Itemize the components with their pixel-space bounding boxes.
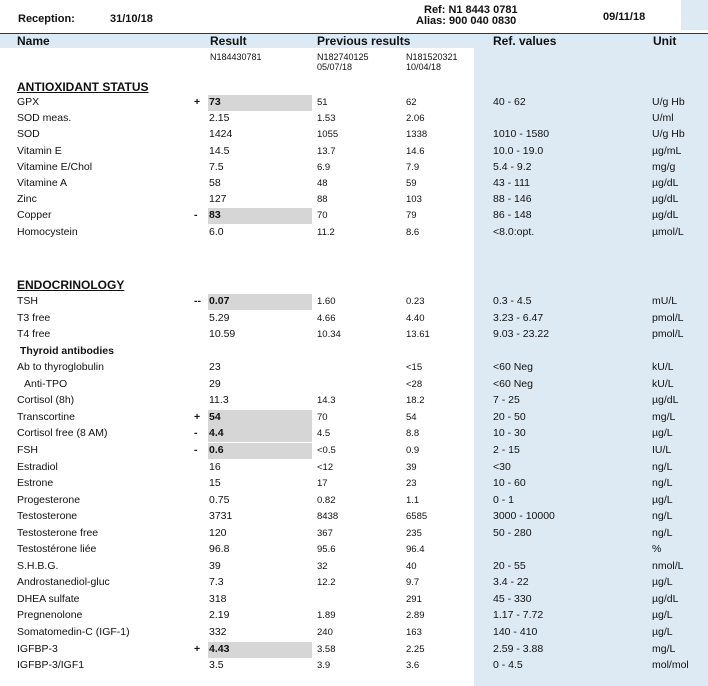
result-flag: +: [194, 96, 201, 108]
previous-result-2: 96.4: [406, 544, 425, 556]
col-header-result: Result: [210, 34, 247, 48]
previous-result-2: 2.06: [406, 113, 425, 125]
unit: U/ml: [652, 112, 674, 125]
table-row: [0, 192, 708, 208]
previous-result-1: 1.60: [317, 296, 336, 307]
table-row: [0, 225, 708, 241]
table-row: [0, 176, 708, 192]
unit: µg/L: [652, 576, 673, 589]
result-value: 1424: [209, 128, 233, 141]
unit: IU/L: [652, 443, 672, 456]
section-endocrinology: ENDOCRINOLOGY: [17, 278, 125, 292]
previous-result-1: <12: [317, 461, 334, 473]
result-value: 2.15: [209, 112, 230, 125]
reference-range: 0 - 1: [493, 493, 515, 506]
result-value: 15: [209, 477, 221, 490]
test-name: T3 free: [17, 311, 51, 324]
test-name: IGFBP-3/IGF1: [17, 659, 85, 672]
prev1-sample-id: N182740125: [317, 52, 369, 62]
previous-result-2: 54: [406, 411, 417, 423]
result-value: 23: [209, 361, 221, 374]
unit: mg/L: [652, 642, 676, 655]
unit: mol/mol: [652, 659, 689, 672]
previous-result-1: 240: [317, 627, 333, 638]
previous-result-1: 4.66: [317, 312, 336, 324]
unit: mg/g: [652, 160, 676, 173]
result-value: 3731: [209, 510, 233, 523]
table-row: [0, 559, 708, 575]
result-flag: +: [194, 410, 201, 423]
result-value: 2.19: [209, 609, 230, 622]
test-name: DHEA sulfate: [17, 592, 80, 605]
previous-result-2: 2.89: [406, 610, 425, 622]
reference-range: 43 - 111: [493, 177, 530, 189]
test-name: Thyroid antibodies: [20, 344, 114, 357]
previous-result-2: 163: [406, 627, 422, 638]
result-highlight: [208, 208, 312, 224]
reference-range: 9.03 - 23.22: [493, 328, 550, 341]
previous-result-2: 79: [406, 210, 417, 222]
previous-result-1: 367: [317, 527, 333, 539]
table-row: [0, 575, 708, 591]
previous-result-1: 1.89: [317, 610, 336, 622]
table-row: [0, 476, 708, 492]
test-name: Vitamine E/Chol: [17, 160, 93, 173]
table-row: [0, 542, 708, 558]
reference-range: 20 - 50: [493, 410, 526, 423]
unit: pmol/L: [652, 328, 684, 341]
previous-result-2: 0.23: [406, 296, 425, 307]
unit: kU/L: [652, 361, 674, 374]
reference-range: 40 - 62: [493, 96, 526, 108]
col-header-name: Name: [17, 34, 50, 48]
result-value: 54: [209, 410, 221, 423]
report-date: 09/11/18: [603, 11, 646, 23]
result-value: 83: [209, 209, 221, 222]
reference-range: 20 - 55: [493, 559, 526, 572]
table-row: [0, 526, 708, 542]
previous-result-1: 4.5: [317, 428, 331, 440]
table-row: [0, 311, 708, 327]
test-name: SOD meas.: [17, 112, 72, 125]
unit: U/g Hb: [652, 96, 685, 108]
result-highlight: [208, 95, 312, 111]
test-name: IGFBP-3: [17, 642, 58, 655]
table-row: [0, 592, 708, 608]
reference-range: <30: [493, 460, 511, 473]
result-value: 11.3: [209, 394, 229, 407]
unit: ng/L: [652, 526, 673, 539]
result-value: 73: [209, 96, 221, 108]
table-row: [0, 294, 708, 310]
previous-result-1: 95.6: [317, 544, 336, 556]
test-name: Vitamin E: [17, 144, 62, 157]
previous-result-2: 1338: [406, 129, 428, 141]
previous-result-2: 40: [406, 560, 417, 572]
unit: µg/dL: [652, 209, 679, 222]
previous-result-1: 70: [317, 210, 328, 222]
test-name: TSH: [17, 295, 38, 307]
result-flag: -: [194, 427, 198, 440]
test-name: Ab to thyroglobulin: [17, 361, 104, 374]
unit: kU/L: [652, 377, 674, 390]
test-name: Cortisol free (8 AM): [17, 427, 108, 440]
unit: ng/L: [652, 477, 673, 490]
test-name: Testostérone liée: [17, 543, 97, 556]
test-name: S.H.B.G.: [17, 559, 59, 572]
unit: µg/L: [652, 427, 673, 440]
table-row: [0, 393, 708, 409]
previous-result-2: 62: [406, 97, 417, 108]
reference-range: <8.0:opt.: [493, 225, 535, 238]
result-value: 332: [209, 626, 227, 638]
result-value: 16: [209, 460, 221, 473]
reception-label: Reception:: [18, 13, 75, 25]
table-row: [0, 327, 708, 343]
previous-result-1: 14.3: [317, 395, 336, 407]
reference-range: <60 Neg: [493, 361, 533, 374]
result-flag: +: [194, 642, 201, 655]
table-row: [0, 111, 708, 127]
table-row: [0, 509, 708, 525]
table-row: [0, 608, 708, 624]
table-row: [0, 460, 708, 476]
unit: mg/L: [652, 410, 676, 423]
result-flag: -: [194, 209, 198, 222]
reference-range: 88 - 146: [493, 193, 532, 206]
col-header-previous: Previous results: [317, 34, 411, 48]
reference-range: 7 - 25: [493, 394, 520, 407]
previous-result-1: 17: [317, 478, 328, 490]
unit: ng/L: [652, 460, 673, 473]
table-row: [0, 208, 708, 224]
previous-result-1: 11.2: [317, 226, 335, 238]
result-value: 7.5: [209, 160, 224, 173]
test-name: GPX: [17, 96, 40, 108]
previous-result-2: 4.40: [406, 312, 425, 324]
unit: %: [652, 543, 662, 556]
previous-result-1: 88: [317, 194, 328, 206]
reference-range: 1010 - 1580: [493, 128, 550, 141]
reference-range: 0 - 4.5: [493, 659, 523, 672]
col-header-unit: Unit: [653, 34, 677, 48]
previous-result-1: 6.9: [317, 161, 331, 173]
result-sample-id: N184430781: [210, 52, 262, 62]
result-value: 96.8: [209, 543, 230, 556]
result-value: 6.0: [209, 225, 224, 238]
prev2-date: 10/04/18: [406, 62, 442, 72]
reference-range: 50 - 280: [493, 526, 532, 539]
result-value: 318: [209, 592, 227, 605]
reference-range: 10 - 60: [493, 477, 526, 490]
unit: µmol/L: [652, 225, 684, 238]
table-row: [0, 160, 708, 176]
previous-result-2: <28: [406, 378, 423, 390]
table-row: [0, 443, 708, 459]
reference-range: 3.23 - 6.47: [493, 311, 544, 324]
result-value: 0.75: [209, 493, 230, 506]
previous-result-1: 0.82: [317, 494, 336, 506]
table-row: [0, 658, 708, 674]
previous-result-2: 23: [406, 478, 417, 490]
reference-range: 1.17 - 7.72: [493, 609, 544, 622]
previous-result-1: 8438: [317, 511, 339, 523]
prev2-sample-id: N181520321: [406, 52, 458, 62]
result-value: 3.5: [209, 659, 224, 672]
table-row: [0, 493, 708, 509]
previous-result-1: 3.58: [317, 643, 336, 655]
result-flag: --: [194, 295, 201, 307]
unit: µg/dL: [652, 592, 679, 605]
reference-range: 10.0 - 19.0: [493, 144, 544, 157]
previous-result-2: 39: [406, 461, 417, 473]
unit: µg/L: [652, 493, 673, 506]
test-name: Testosterone: [17, 510, 78, 523]
result-highlight: [208, 410, 312, 426]
ref-number: Ref: N1 8443 0781: [424, 4, 518, 16]
previous-result-2: 291: [406, 593, 422, 605]
unit: ng/L: [652, 510, 673, 523]
unit: U/g Hb: [652, 128, 685, 141]
result-value: 29: [209, 377, 221, 390]
reference-range: 3.4 - 22: [493, 576, 529, 589]
reception-date: 31/10/18: [110, 13, 153, 25]
result-value: 4.43: [209, 642, 230, 655]
unit: pmol/L: [652, 311, 684, 324]
prev1-date: 05/07/18: [317, 62, 353, 72]
reference-range: 3000 - 10000: [493, 510, 555, 523]
table-row: [0, 360, 708, 376]
result-flag: -: [194, 443, 198, 456]
test-name: FSH: [17, 443, 38, 456]
result-value: 7.3: [209, 576, 224, 589]
section-antioxidant: ANTIOXIDANT STATUS: [17, 80, 149, 94]
reference-range: 86 - 148: [493, 209, 532, 222]
previous-result-2: 8.6: [406, 226, 420, 238]
result-value: 127: [209, 193, 227, 206]
previous-result-1: 48: [317, 178, 328, 189]
unit: µg/dL: [652, 193, 679, 206]
test-name: SOD: [17, 128, 40, 141]
previous-result-1: <0.5: [317, 444, 336, 456]
test-name: Androstanediol-gluc: [17, 576, 110, 589]
result-value: 0.6: [209, 443, 224, 456]
table-row: [0, 642, 708, 658]
reference-range: 2 - 15: [493, 443, 520, 456]
reference-range: 45 - 330: [493, 592, 532, 605]
previous-result-2: 59: [406, 178, 417, 189]
result-value: 14.5: [209, 144, 230, 157]
result-value: 120: [209, 526, 227, 539]
unit: µg/dL: [652, 177, 679, 189]
unit: µg/dL: [652, 394, 679, 407]
previous-result-2: 1.1: [406, 494, 420, 506]
test-name: Somatomedin-C (IGF-1): [17, 626, 130, 638]
test-name: Estradiol: [17, 460, 58, 473]
test-name: Progesterone: [17, 493, 81, 506]
previous-result-1: 1.53: [317, 113, 336, 125]
previous-result-1: 10.34: [317, 329, 341, 341]
table-row: [0, 127, 708, 143]
test-name: Testosterone free: [17, 526, 99, 539]
result-value: 39: [209, 559, 221, 572]
previous-result-2: 14.6: [406, 145, 425, 157]
unit: mU/L: [652, 295, 678, 307]
table-row: [0, 410, 708, 426]
previous-result-1: 1055: [317, 129, 339, 141]
table-row: [0, 344, 708, 360]
unit: µg/L: [652, 609, 673, 622]
reference-range: <60 Neg: [493, 377, 533, 390]
test-name: Vitamine A: [17, 177, 68, 189]
result-value: 4.4: [209, 427, 224, 440]
previous-result-2: 13.61: [406, 329, 430, 341]
table-row: [0, 95, 708, 111]
reference-range: 0.3 - 4.5: [493, 295, 532, 307]
previous-result-1: 70: [317, 411, 328, 423]
test-name: Anti-TPO: [24, 377, 68, 390]
previous-result-2: 2.25: [406, 643, 425, 655]
table-row: [0, 426, 708, 442]
test-name: Zinc: [17, 193, 37, 206]
result-value: 58: [209, 177, 221, 189]
previous-result-2: 9.7: [406, 577, 420, 589]
reference-range: 140 - 410: [493, 626, 538, 638]
previous-result-2: 7.9: [406, 161, 420, 173]
test-name: Cortisol (8h): [17, 394, 75, 407]
alias-number: Alias: 900 040 0830: [416, 15, 517, 27]
reference-range: 10 - 30: [493, 427, 526, 440]
previous-result-2: <15: [406, 362, 423, 374]
previous-result-2: 18.2: [406, 395, 425, 407]
previous-result-2: 103: [406, 194, 422, 206]
previous-result-2: 6585: [406, 511, 428, 523]
test-name: Estrone: [17, 477, 54, 490]
result-value: 5.29: [209, 311, 230, 324]
previous-result-2: 235: [406, 527, 422, 539]
unit: µg/mL: [652, 144, 682, 157]
previous-result-1: 3.9: [317, 660, 331, 672]
table-row: [0, 144, 708, 160]
previous-result-2: 3.6: [406, 660, 420, 672]
result-value: 0.07: [209, 295, 230, 307]
previous-result-1: 12.2: [317, 577, 336, 589]
test-name: Copper: [17, 209, 52, 222]
previous-result-1: 51: [317, 97, 328, 108]
reference-range: 5.4 - 9.2: [493, 160, 532, 173]
previous-result-1: 13.7: [317, 145, 336, 157]
header-edge-bg: [681, 0, 708, 30]
test-name: Transcortine: [17, 410, 75, 423]
previous-result-2: 0.9: [406, 444, 420, 456]
previous-result-2: 8.8: [406, 428, 420, 440]
col-header-ref: Ref. values: [493, 34, 557, 48]
test-name: Homocystein: [17, 225, 78, 238]
table-row: [0, 625, 708, 641]
table-row: [0, 377, 708, 393]
result-value: 10.59: [209, 328, 236, 341]
unit: µg/L: [652, 626, 673, 638]
test-name: T4 free: [17, 328, 51, 341]
reference-range: 2.59 - 3.88: [493, 642, 544, 655]
test-name: Pregnenolone: [17, 609, 83, 622]
unit: nmol/L: [652, 559, 684, 572]
previous-result-1: 32: [317, 560, 328, 572]
